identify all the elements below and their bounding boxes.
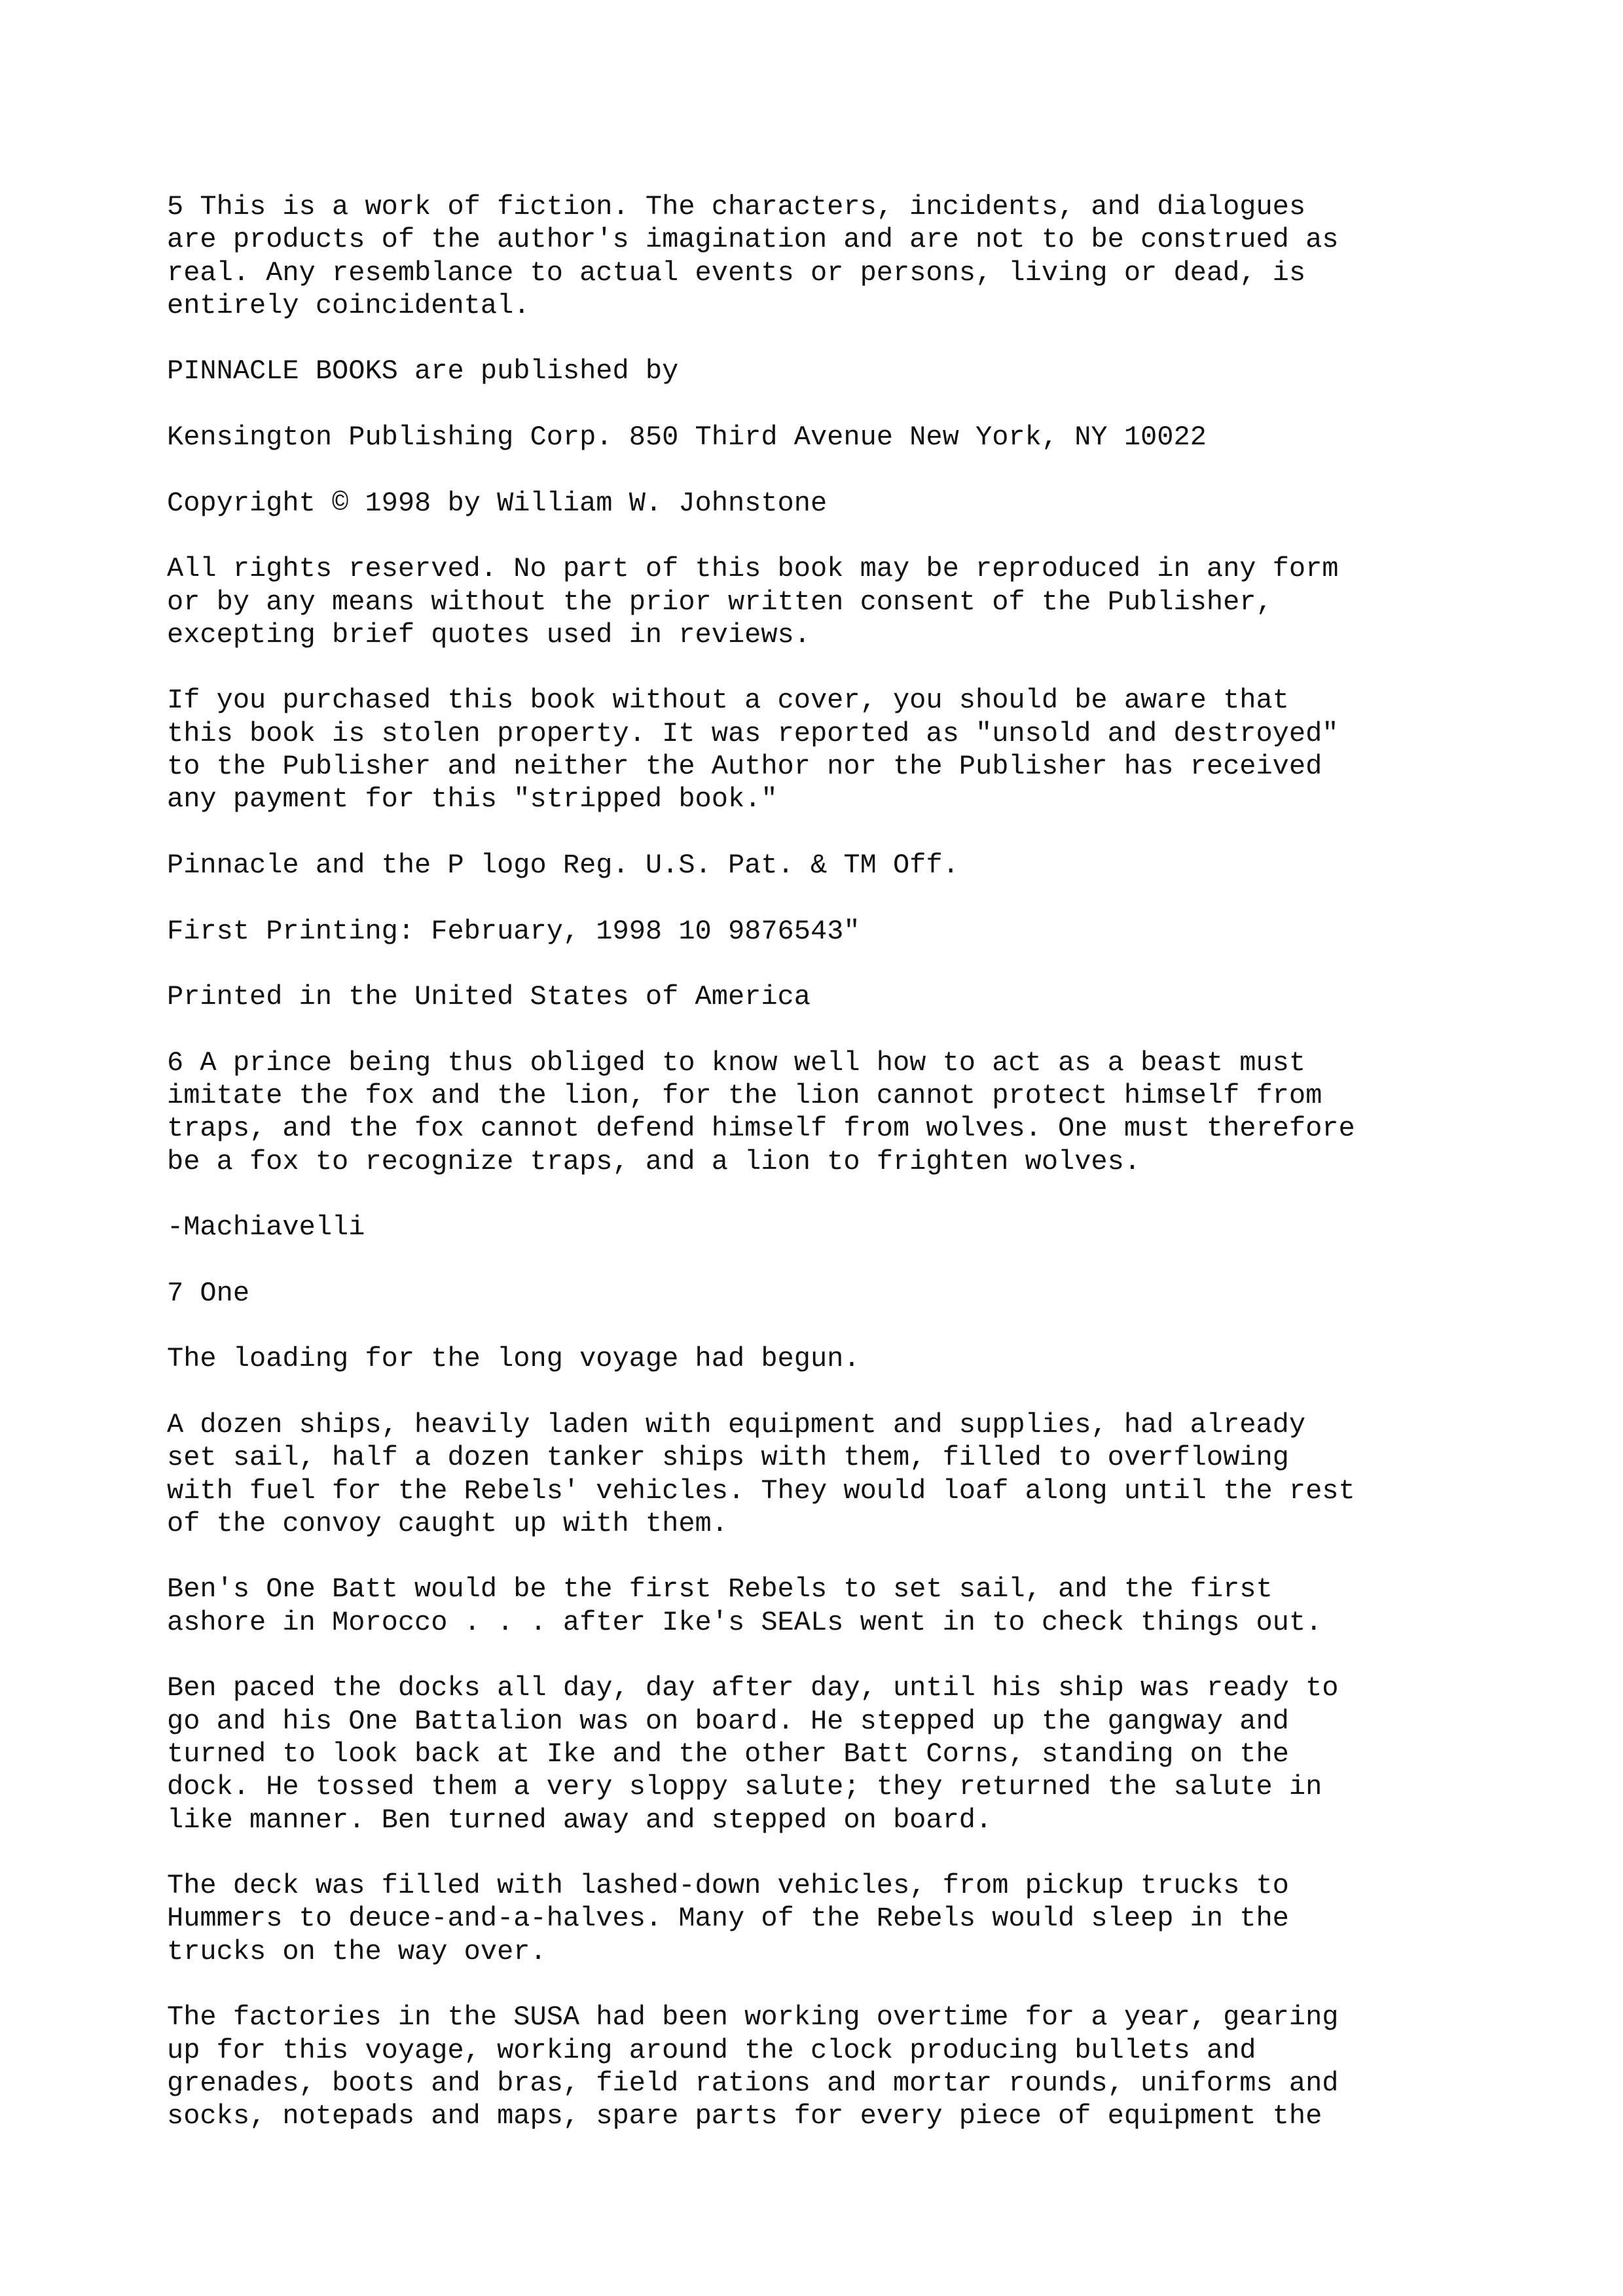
text-line: Hummers to deuce-and-a-halves. Many of the Rebels would sleep in the — [167, 1903, 1289, 1935]
text-line: any payment for this "stripped book." — [167, 783, 778, 816]
paragraph — [167, 1573, 1355, 1639]
paragraph — [167, 1277, 1355, 1310]
text-line: Copyright © 1998 by William W. Johnstone — [167, 487, 828, 519]
text-line: set sail, half a dozen tanker ships with them, filled to overflowing — [167, 1442, 1289, 1474]
text-line: Kensington Publishing Corp. 850 Third Avenue New York, NY 10022 — [167, 422, 1207, 454]
text-line: A dozen ships, heavily laden with equipment and supplies, had already — [167, 1408, 1306, 1441]
text-line: The deck was filled with lashed-down vehicles, from pickup trucks to — [167, 1870, 1289, 1902]
text-line: 6 A prince being thus obliged to know well how to act as a beast must — [167, 1047, 1306, 1079]
text-line: imitate the fox and the lion, for the lion cannot protect himself from — [167, 1080, 1322, 1112]
text-line: excepting brief quotes used in reviews. — [167, 619, 811, 651]
paragraph — [167, 849, 1355, 882]
text-line: of the convoy caught up with them. — [167, 1507, 728, 1539]
text-line: The loading for the long voyage had begun. — [167, 1343, 860, 1375]
text-line: Ben paced the docks all day, day after day, until his ship was ready to — [167, 1672, 1339, 1704]
paragraph — [167, 684, 1355, 816]
text-line: entirely coincidental. — [167, 289, 530, 321]
text-line: this book is stolen property. It was reported as "unsold and destroyed" — [167, 717, 1339, 749]
text-line: traps, and the fox cannot defend himself from wolves. One must therefore — [167, 1113, 1355, 1145]
text-line: up for this voyage, working around the clock producing bullets and — [167, 2034, 1256, 2066]
text-line: 5 This is a work of fiction. The characters, incidents, and dialogues — [167, 191, 1306, 223]
document-page — [167, 190, 1355, 2166]
text-line: First Printing: February, 1998 10 9876543" — [167, 915, 860, 947]
paragraph — [167, 1869, 1355, 1968]
paragraph — [167, 1211, 1355, 1244]
paragraph — [167, 1047, 1355, 1178]
text-line: socks, notepads and maps, spare parts for every piece of equipment the — [167, 2100, 1322, 2132]
paragraph — [167, 1408, 1355, 1540]
paragraph — [167, 355, 1355, 387]
text-line: ashore in Morocco . . . after Ike's SEALs went in to check things out. — [167, 1606, 1322, 1638]
text-line: like manner. Ben turned away and stepped on board. — [167, 1804, 993, 1836]
text-line: If you purchased this book without a cover, you should be aware that — [167, 685, 1289, 717]
text-line: Pinnacle and the P logo Reg. U.S. Pat. & TM Off. — [167, 849, 959, 881]
text-line: 7 One — [167, 1277, 250, 1309]
text-line: real. Any resemblance to actual events or persons, living or dead, is — [167, 257, 1306, 289]
paragraph — [167, 487, 1355, 520]
paragraph — [167, 980, 1355, 1013]
text-line: trucks on the way over. — [167, 1935, 547, 1967]
text-line: turned to look back at Ike and the other Batt Corns, standing on the — [167, 1738, 1289, 1770]
text-line: Ben's One Batt would be the first Rebels to set sail, and the first — [167, 1573, 1273, 1605]
paragraph — [167, 2001, 1355, 2132]
paragraph — [167, 915, 1355, 948]
text-line: dock. He tossed them a very sloppy salute; they returned the salute in — [167, 1771, 1322, 1803]
text-line: to the Publisher and neither the Author nor the Publisher has received — [167, 751, 1322, 783]
text-line: PINNACLE BOOKS are published by — [167, 355, 679, 387]
text-line: with fuel for the Rebels' vehicles. They would loaf along until the rest — [167, 1475, 1355, 1507]
text-line: All rights reserved. No part of this book may be reproduced in any form — [167, 553, 1339, 585]
paragraph — [167, 1342, 1355, 1375]
text-line: -Machiavelli — [167, 1211, 365, 1244]
paragraph — [167, 1672, 1355, 1836]
text-line: grenades, boots and bras, field rations and mortar rounds, uniforms and — [167, 2067, 1339, 2099]
text-line: The factories in the SUSA had been working overtime for a year, gearing — [167, 2001, 1339, 2034]
text-line: or by any means without the prior written consent of the Publisher, — [167, 586, 1273, 618]
paragraph — [167, 421, 1355, 454]
paragraph — [167, 552, 1355, 651]
text-line: Printed in the United States of America — [167, 981, 811, 1013]
text-line: go and his One Battalion was on board. He stepped up the gangway and — [167, 1705, 1289, 1737]
paragraph — [167, 190, 1355, 322]
text-line: are products of the author's imagination and are not to be construed as — [167, 224, 1339, 256]
text-line: be a fox to recognize traps, and a lion to frighten wolves. — [167, 1145, 1141, 1177]
